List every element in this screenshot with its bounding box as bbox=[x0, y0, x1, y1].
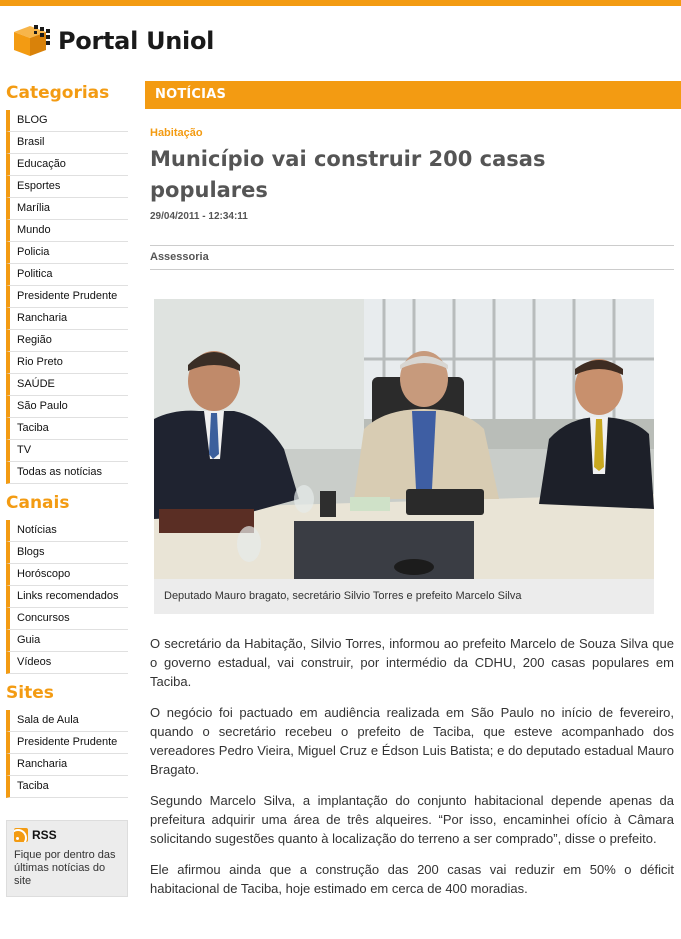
category-item-policia[interactable]: Policia bbox=[6, 242, 128, 264]
category-item-presidente-prudente[interactable]: Presidente Prudente bbox=[6, 286, 128, 308]
category-item-todas[interactable]: Todas as notícias bbox=[6, 462, 128, 484]
article bbox=[145, 127, 675, 898]
categories-list bbox=[6, 110, 128, 484]
categories-title: Categorias bbox=[6, 83, 110, 103]
article-body bbox=[150, 634, 674, 898]
article-photo bbox=[154, 299, 654, 579]
rss-icon bbox=[14, 828, 28, 842]
channels-list bbox=[6, 520, 128, 674]
categories-group bbox=[6, 80, 128, 484]
category-item-mundo[interactable]: Mundo bbox=[6, 220, 128, 242]
rss-title: RSS bbox=[32, 828, 57, 842]
category-item-educacao[interactable]: Educação bbox=[6, 154, 128, 176]
sidebar bbox=[6, 80, 128, 897]
channels-group bbox=[6, 490, 128, 674]
main-content bbox=[145, 81, 681, 910]
category-item-politica[interactable]: Politica bbox=[6, 264, 128, 286]
category-item-taciba[interactable]: Taciba bbox=[6, 418, 128, 440]
category-item-sao-paulo[interactable]: São Paulo bbox=[6, 396, 128, 418]
channel-item-links[interactable]: Links recomendados bbox=[6, 586, 128, 608]
site-item-rancharia[interactable]: Rancharia bbox=[6, 754, 128, 776]
photo-caption: Deputado Mauro bragato, secretário Silvio Torres e prefeito Marcelo Silva bbox=[164, 590, 522, 602]
sites-list bbox=[6, 710, 128, 798]
category-item-marilia[interactable]: Marília bbox=[6, 198, 128, 220]
article-category[interactable]: Habitação bbox=[150, 127, 203, 139]
article-paragraph: Ele afirmou ainda que a construção das 200 casas vai reduzir em 50% o déficit habitacional de Taciba, hoje estimado em cerca de 400 moradias. bbox=[150, 862, 674, 896]
category-item-rio-preto[interactable]: Rio Preto bbox=[6, 352, 128, 374]
site-item-taciba[interactable]: Taciba bbox=[6, 776, 128, 798]
sites-title: Sites bbox=[6, 683, 54, 703]
channel-item-noticias[interactable]: Notícias bbox=[6, 520, 128, 542]
cube-logo-icon bbox=[10, 22, 52, 60]
channel-item-horoscopo[interactable]: Horóscopo bbox=[6, 564, 128, 586]
category-item-tv[interactable]: TV bbox=[6, 440, 128, 462]
article-paragraph: O negócio foi pactuado em audiência realizada em São Paulo no início de fevereiro, quando o secretário recebeu o prefeito de Taciba, que esteve acompanhado dos vereadores Pedro Vieira, Miguel Cruz e Édson Luis Batista; e do deputado estadual Mauro Bragato. bbox=[150, 705, 674, 777]
category-item-esportes[interactable]: Esportes bbox=[6, 176, 128, 198]
channel-item-videos[interactable]: Vídeos bbox=[6, 652, 128, 674]
category-item-blog[interactable]: BLOG bbox=[6, 110, 128, 132]
category-item-regiao[interactable]: Região bbox=[6, 330, 128, 352]
article-paragraph: O secretário da Habitação, Silvio Torres, informou ao prefeito Marcelo de Souza Silva que o governo estadual, vai construir, por intermédio da CDHU, 200 casas populares em Taciba. bbox=[150, 636, 674, 689]
rss-description: Fique por dentro das últimas notícias do site bbox=[14, 849, 116, 887]
article-author: Assessoria bbox=[150, 245, 674, 270]
category-item-saude[interactable]: SAÚDE bbox=[6, 374, 128, 396]
site-item-sala-de-aula[interactable]: Sala de Aula bbox=[6, 710, 128, 732]
site-logo[interactable] bbox=[10, 22, 214, 60]
channel-item-blogs[interactable]: Blogs bbox=[6, 542, 128, 564]
article-headline: Município vai construir 200 casas populares bbox=[150, 147, 546, 202]
top-accent-bar bbox=[0, 0, 681, 6]
site-name: Portal Uniol bbox=[58, 27, 215, 55]
article-paragraph: Segundo Marcelo Silva, a implantação do conjunto habitacional depende apenas da prefeitura adquirir uma área de três alqueires. “Por isso, encaminhei ofício à Câmara solicitando sugestões quanto à localização do terreno a ser comprado”, disse o prefeito. bbox=[150, 793, 674, 846]
channels-title: Canais bbox=[6, 493, 70, 513]
article-date: 29/04/2011 - 12:34:11 bbox=[150, 211, 248, 222]
channel-item-guia[interactable]: Guia bbox=[6, 630, 128, 652]
sites-group bbox=[6, 680, 128, 798]
category-item-rancharia[interactable]: Rancharia bbox=[6, 308, 128, 330]
section-title-bar: NOTÍCIAS bbox=[145, 81, 681, 109]
site-item-presidente-prudente[interactable]: Presidente Prudente bbox=[6, 732, 128, 754]
category-item-brasil[interactable]: Brasil bbox=[6, 132, 128, 154]
article-figure bbox=[154, 299, 654, 614]
rss-header bbox=[14, 827, 120, 843]
channel-item-concursos[interactable]: Concursos bbox=[6, 608, 128, 630]
rss-box[interactable] bbox=[6, 820, 128, 897]
